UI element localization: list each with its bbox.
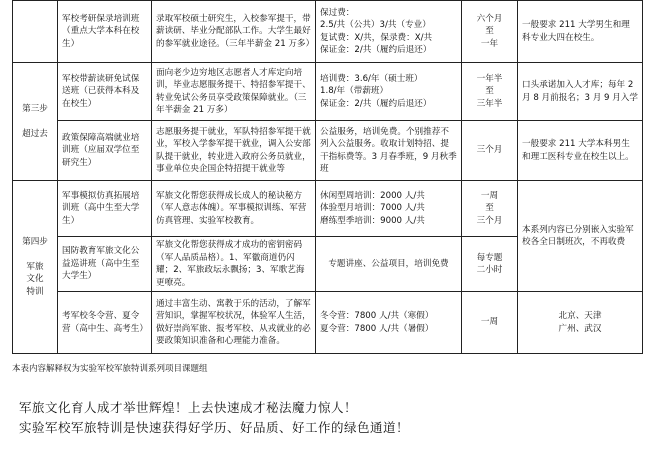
program-period: 每专题 二小时 (462, 237, 518, 292)
program-name: 军校考研保录培训班（重点大学本科在校生） (58, 1, 152, 63)
program-period: 六个月 至 一年 (462, 1, 518, 63)
program-description: 志愿服务提干就业，军队特招参军提干就业，军校入学参军提干就业，调入公安部队提干就业，转业进入政府公务员就业，事业单位央企国企特招提干就业等 (152, 121, 316, 181)
table-row (13, 181, 643, 237)
program-requirement: 本系列内容已分别嵌入实验军校各全日制班次，不再收费 (518, 181, 643, 292)
program-fees: 培训费：3.6/年（硕士班） 1.8/年（带薪班） 保证金：2/共（履约后退还） (316, 63, 462, 121)
table-row (13, 63, 643, 121)
program-name: 国防教育军旅文化公益巡讲班（高中生至大学生） (58, 237, 152, 292)
program-description: 通过丰富生动、寓教于乐的活动，了解军营知识，掌握军校状况，体验军人生活，做好崇尚军旅、报考军校、从戎就业的必要政策知识准备和心理能力准备。 (152, 292, 316, 354)
program-period: 三个月 (462, 121, 518, 181)
copyright-note: 本表内容解释权为实验军校军旅特训系列项目课题组 (12, 364, 208, 374)
program-description: 录取军校硕士研究生，入校参军提干，带薪读研、毕业分配部队工作。大学生最好的参军就业途径。（三年半薪金 21 万多） (152, 1, 316, 63)
program-period: 一周 (462, 292, 518, 354)
program-fees: 保过费： 2.5/共（公共）3/共（专业） 复试费：X/共，保录费：X/共 保证金：2/共（履约后退还） (316, 1, 462, 63)
program-fees: 公益服务，培训免费。个别推荐不列入公益服务。收取计划特招、提干指标费等。3 月春季班，9 月秋季班 (316, 121, 462, 181)
program-fees: 休闲型周培训：2000 人/共 体验型月培训：7000 人/共 磨练型季培训：9000 人/共 (316, 181, 462, 237)
program-period: 一年半 至 三年半 (462, 63, 518, 121)
step-4-label: 第四步 军旅 文化 特训 (13, 181, 58, 354)
program-fees: 专题讲座、公益项目，培训免费 (316, 237, 462, 292)
table-row (13, 292, 643, 354)
program-table (12, 0, 643, 354)
program-name: 政策保障高端就业培训班（应届双学位至研究生） (58, 121, 152, 181)
program-period: 一周 至 三个月 (462, 181, 518, 237)
table-row (13, 1, 643, 63)
program-description: 面向老少边穷地区志愿者人才库定向培训，毕业志愿服务提干、特招参军提干、转业免试公务员享受政策保障就业。（三年半薪金 21 万多） (152, 63, 316, 121)
step-3-label: 第三步 超过去 (13, 63, 58, 181)
program-name: 军校带薪读研免试保送班（已获得本科及在校生） (58, 63, 152, 121)
slogan-line-1: 军旅文化育人成才举世辉煌！上去快速成才秘法魔力惊人！ (19, 400, 358, 415)
program-requirement: 口头承诺加入人才库；每年 2 月 8 月前报名；3 月 9 月入学 (518, 63, 643, 121)
program-description: 军旅文化帮您获得成才成功的密钥密码（军人品质品格）。1、军徽商道仍闪耀；2、军旅政坛永飘扬；3、军歌艺海更嘹亮。 (152, 237, 316, 292)
program-name: 考军校冬令营、夏令营（高中生、高考生） (58, 292, 152, 354)
program-requirement: 一般要求 211 大学本科男生和理工医科专业在校生以上。 (518, 121, 643, 181)
program-requirement: 北京、天津 广州、武汉 (518, 292, 643, 354)
table-row (13, 121, 643, 181)
program-description: 军旅文化帮您获得成长成人的秘诀秘方（军人意志体魄）。军事模拟训练、军营仿真管理、实验军校教育。 (152, 181, 316, 237)
slogan-line-2: 实验军校军旅特训是快速获得好学历、好品质、好工作的绿色通道！ (19, 420, 410, 435)
program-fees: 冬令营：7800 人/共（寒假） 夏令营：7800 人/共（暑假） (316, 292, 462, 354)
step-cell-blank (13, 1, 58, 63)
program-name: 军事模拟仿真拓展培训班（高中生至大学生） (58, 181, 152, 237)
program-requirement: 一般要求 211 大学男生和理科专业大四在校生。 (518, 1, 643, 63)
